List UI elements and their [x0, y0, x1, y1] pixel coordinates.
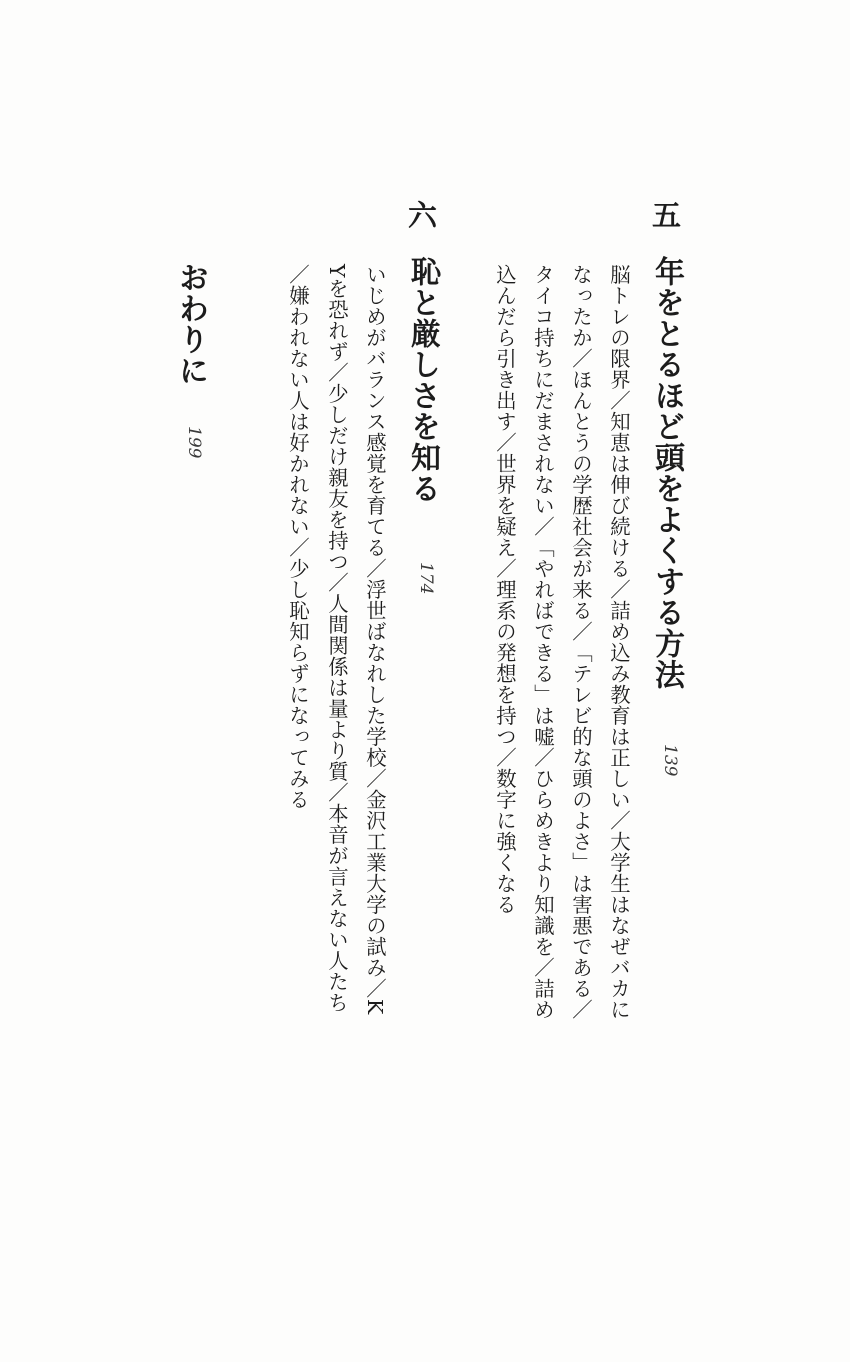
- chapter-6-page-number: 174: [416, 562, 436, 595]
- chapter-6-summary-line-3: ／嫌われない人は好かれない／少し恥知らずになってみる: [286, 264, 310, 810]
- chapter-6-summary-line-1: いじめがバランス感覚を育てる／浮世ばなれした学校／金沢工業大学の試み／K: [363, 264, 387, 1015]
- chapter-5-summary-line-2: なったか／ほんとうの学歴社会が来る／「テレビ的な頭のよさ」は害悪である／: [569, 264, 593, 1020]
- chapter-6-summary-line-2: Yを恐れず／少しだけ親友を持つ／人間関係は量より質／本音が言えない人たち: [325, 264, 349, 1014]
- chapter-5-summary-line-1: 脳トレの限界／知恵は伸び続ける／詰め込み教育は正しい／大学生はなぜバカに: [607, 264, 631, 1020]
- chapter-5-page-number: 139: [660, 744, 680, 777]
- chapter-6-number: 六: [404, 200, 438, 229]
- chapter-5-summary-line-3: タイコ持ちにだまされない／「やればできる」は嘘／ひらめきより知識を／詰め: [531, 264, 555, 1020]
- chapter-5-summary-line-4: 込んだら引き出す／世界を疑え／理系の発想を持つ／数字に強くなる: [493, 264, 517, 915]
- closing-page-number: 199: [184, 426, 204, 459]
- chapter-5-number: 五: [648, 200, 682, 229]
- closing-title[interactable]: おわりに: [173, 262, 208, 386]
- chapter-6-title[interactable]: 恥と厳しさを知る: [405, 256, 440, 504]
- chapter-5-title[interactable]: 年をとるほど頭をよくする方法: [649, 256, 684, 690]
